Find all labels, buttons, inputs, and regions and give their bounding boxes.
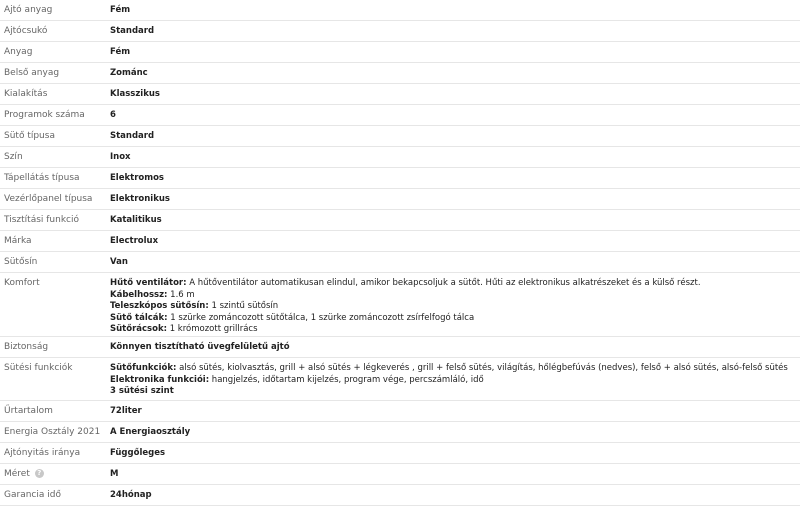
info-icon[interactable]: ? — [35, 469, 44, 478]
spec-label: Ajtónyitás iránya — [4, 448, 81, 458]
spec-label: Anyag — [4, 47, 33, 57]
komfort-line — [110, 324, 800, 336]
spec-row-komfort — [0, 273, 800, 337]
spec-label-meret — [0, 464, 110, 484]
spec-value: Standard — [110, 131, 155, 141]
sutesi-line — [110, 386, 800, 398]
komfort-key: Kábelhossz: — [110, 289, 168, 300]
spec-value-sutesi — [110, 358, 800, 400]
sutesi-line — [110, 363, 800, 375]
spec-label: Vezérlőpanel típusa — [4, 194, 93, 204]
spec-label: Komfort — [4, 278, 40, 288]
spec-label: Ajtó anyag — [4, 5, 53, 15]
sutesi-key: 3 sütési szint — [110, 386, 174, 396]
spec-label: Sütési funkciók — [4, 363, 73, 373]
spec-value: Standard — [110, 26, 155, 36]
spec-row — [0, 401, 800, 422]
spec-row — [0, 42, 800, 63]
komfort-text: 1 szintű sütősín — [208, 301, 279, 311]
spec-value: 24hónap — [110, 490, 152, 500]
komfort-text: A hűtőventilátor automatikusan elindul, amikor bekapcsoljuk a sütőt. Hűti az elektronikus alkatrészeket és a külső részt. — [186, 278, 701, 288]
sutesi-key: Sütőfunkciók: — [110, 363, 177, 373]
spec-value: Klasszikus — [110, 89, 160, 99]
spec-value: 6 — [110, 110, 116, 120]
spec-value-komfort — [110, 273, 800, 336]
spec-label: Márka — [4, 236, 32, 246]
spec-row — [0, 147, 800, 168]
spec-label-text: Méret — [4, 469, 30, 479]
sutesi-line — [110, 375, 800, 387]
spec-value: Electrolux — [110, 236, 159, 246]
komfort-text: 1.6 m — [167, 289, 195, 300]
komfort-key: Teleszkópos sütősín: — [110, 301, 209, 311]
komfort-line — [110, 313, 800, 325]
spec-value: Zománc — [110, 68, 148, 78]
sutesi-text: hangjelzés, időtartam kijelzés, program vége, percszámláló, idő — [209, 374, 484, 385]
spec-label: Garancia idő — [4, 490, 61, 500]
komfort-key: Hűtő ventilátor: — [110, 278, 187, 288]
komfort-text: 1 szürke zománcozott sütőtálca, 1 szürke zománcozott zsírfelfogó tálca — [167, 312, 475, 323]
spec-row — [0, 0, 800, 21]
spec-value: A Energiaosztály — [110, 427, 191, 437]
spec-row — [0, 126, 800, 147]
spec-label: Szín — [4, 152, 23, 162]
spec-value: Elektromos — [110, 173, 164, 183]
komfort-key: Sütőrácsok: — [110, 324, 167, 334]
spec-row — [0, 210, 800, 231]
spec-label: Ajtócsukó — [4, 26, 48, 36]
spec-label: Kialakítás — [4, 89, 48, 99]
spec-label: Programok száma — [4, 110, 85, 120]
spec-row — [0, 231, 800, 252]
spec-label: Biztonság — [4, 342, 49, 352]
spec-label: Sütősín — [4, 257, 38, 267]
spec-row — [0, 443, 800, 464]
spec-value: Katalitikus — [110, 215, 162, 225]
komfort-text: 1 krómozott grillrács — [167, 324, 258, 334]
spec-row — [0, 105, 800, 126]
spec-label: Sütő típusa — [4, 131, 55, 141]
spec-row — [0, 422, 800, 443]
sutesi-key: Elektronika funkciói: — [110, 374, 210, 385]
spec-value: Van — [110, 257, 128, 267]
sutesi-text: alsó sütés, kiolvasztás, grill + alsó sütés + légkeverés , grill + felső sütés, világítás, hőlégbefúvás (nedves), felső + alsó sütés, alsó-felső sütés — [176, 363, 788, 373]
spec-row — [0, 252, 800, 273]
spec-label: Tápellátás típusa — [4, 173, 80, 183]
spec-label: Tisztítási funkció — [4, 215, 80, 225]
spec-label: Belső anyag — [4, 68, 60, 78]
spec-row — [0, 168, 800, 189]
spec-label: Űrtartalom — [4, 406, 53, 416]
spec-row — [0, 337, 800, 358]
komfort-line — [110, 290, 800, 302]
spec-row — [0, 84, 800, 105]
komfort-key: Sütő tálcák: — [110, 312, 168, 323]
komfort-line — [110, 301, 800, 313]
spec-row — [0, 189, 800, 210]
spec-value: Fém — [110, 5, 131, 15]
spec-row-sutesi — [0, 358, 800, 401]
spec-value: Könnyen tisztítható üvegfelületű ajtó — [110, 342, 290, 352]
spec-value: M — [110, 469, 119, 479]
spec-row — [0, 21, 800, 42]
spec-value: Fém — [110, 47, 131, 57]
spec-row — [0, 63, 800, 84]
spec-value: 72liter — [110, 406, 142, 416]
spec-label: Energia Osztály 2021 — [4, 427, 101, 437]
spec-row — [0, 485, 800, 506]
spec-value: Függőleges — [110, 448, 166, 458]
komfort-line — [110, 278, 800, 290]
spec-value: Elektronikus — [110, 194, 170, 204]
spec-row — [0, 464, 800, 485]
spec-value: Inox — [110, 152, 131, 162]
